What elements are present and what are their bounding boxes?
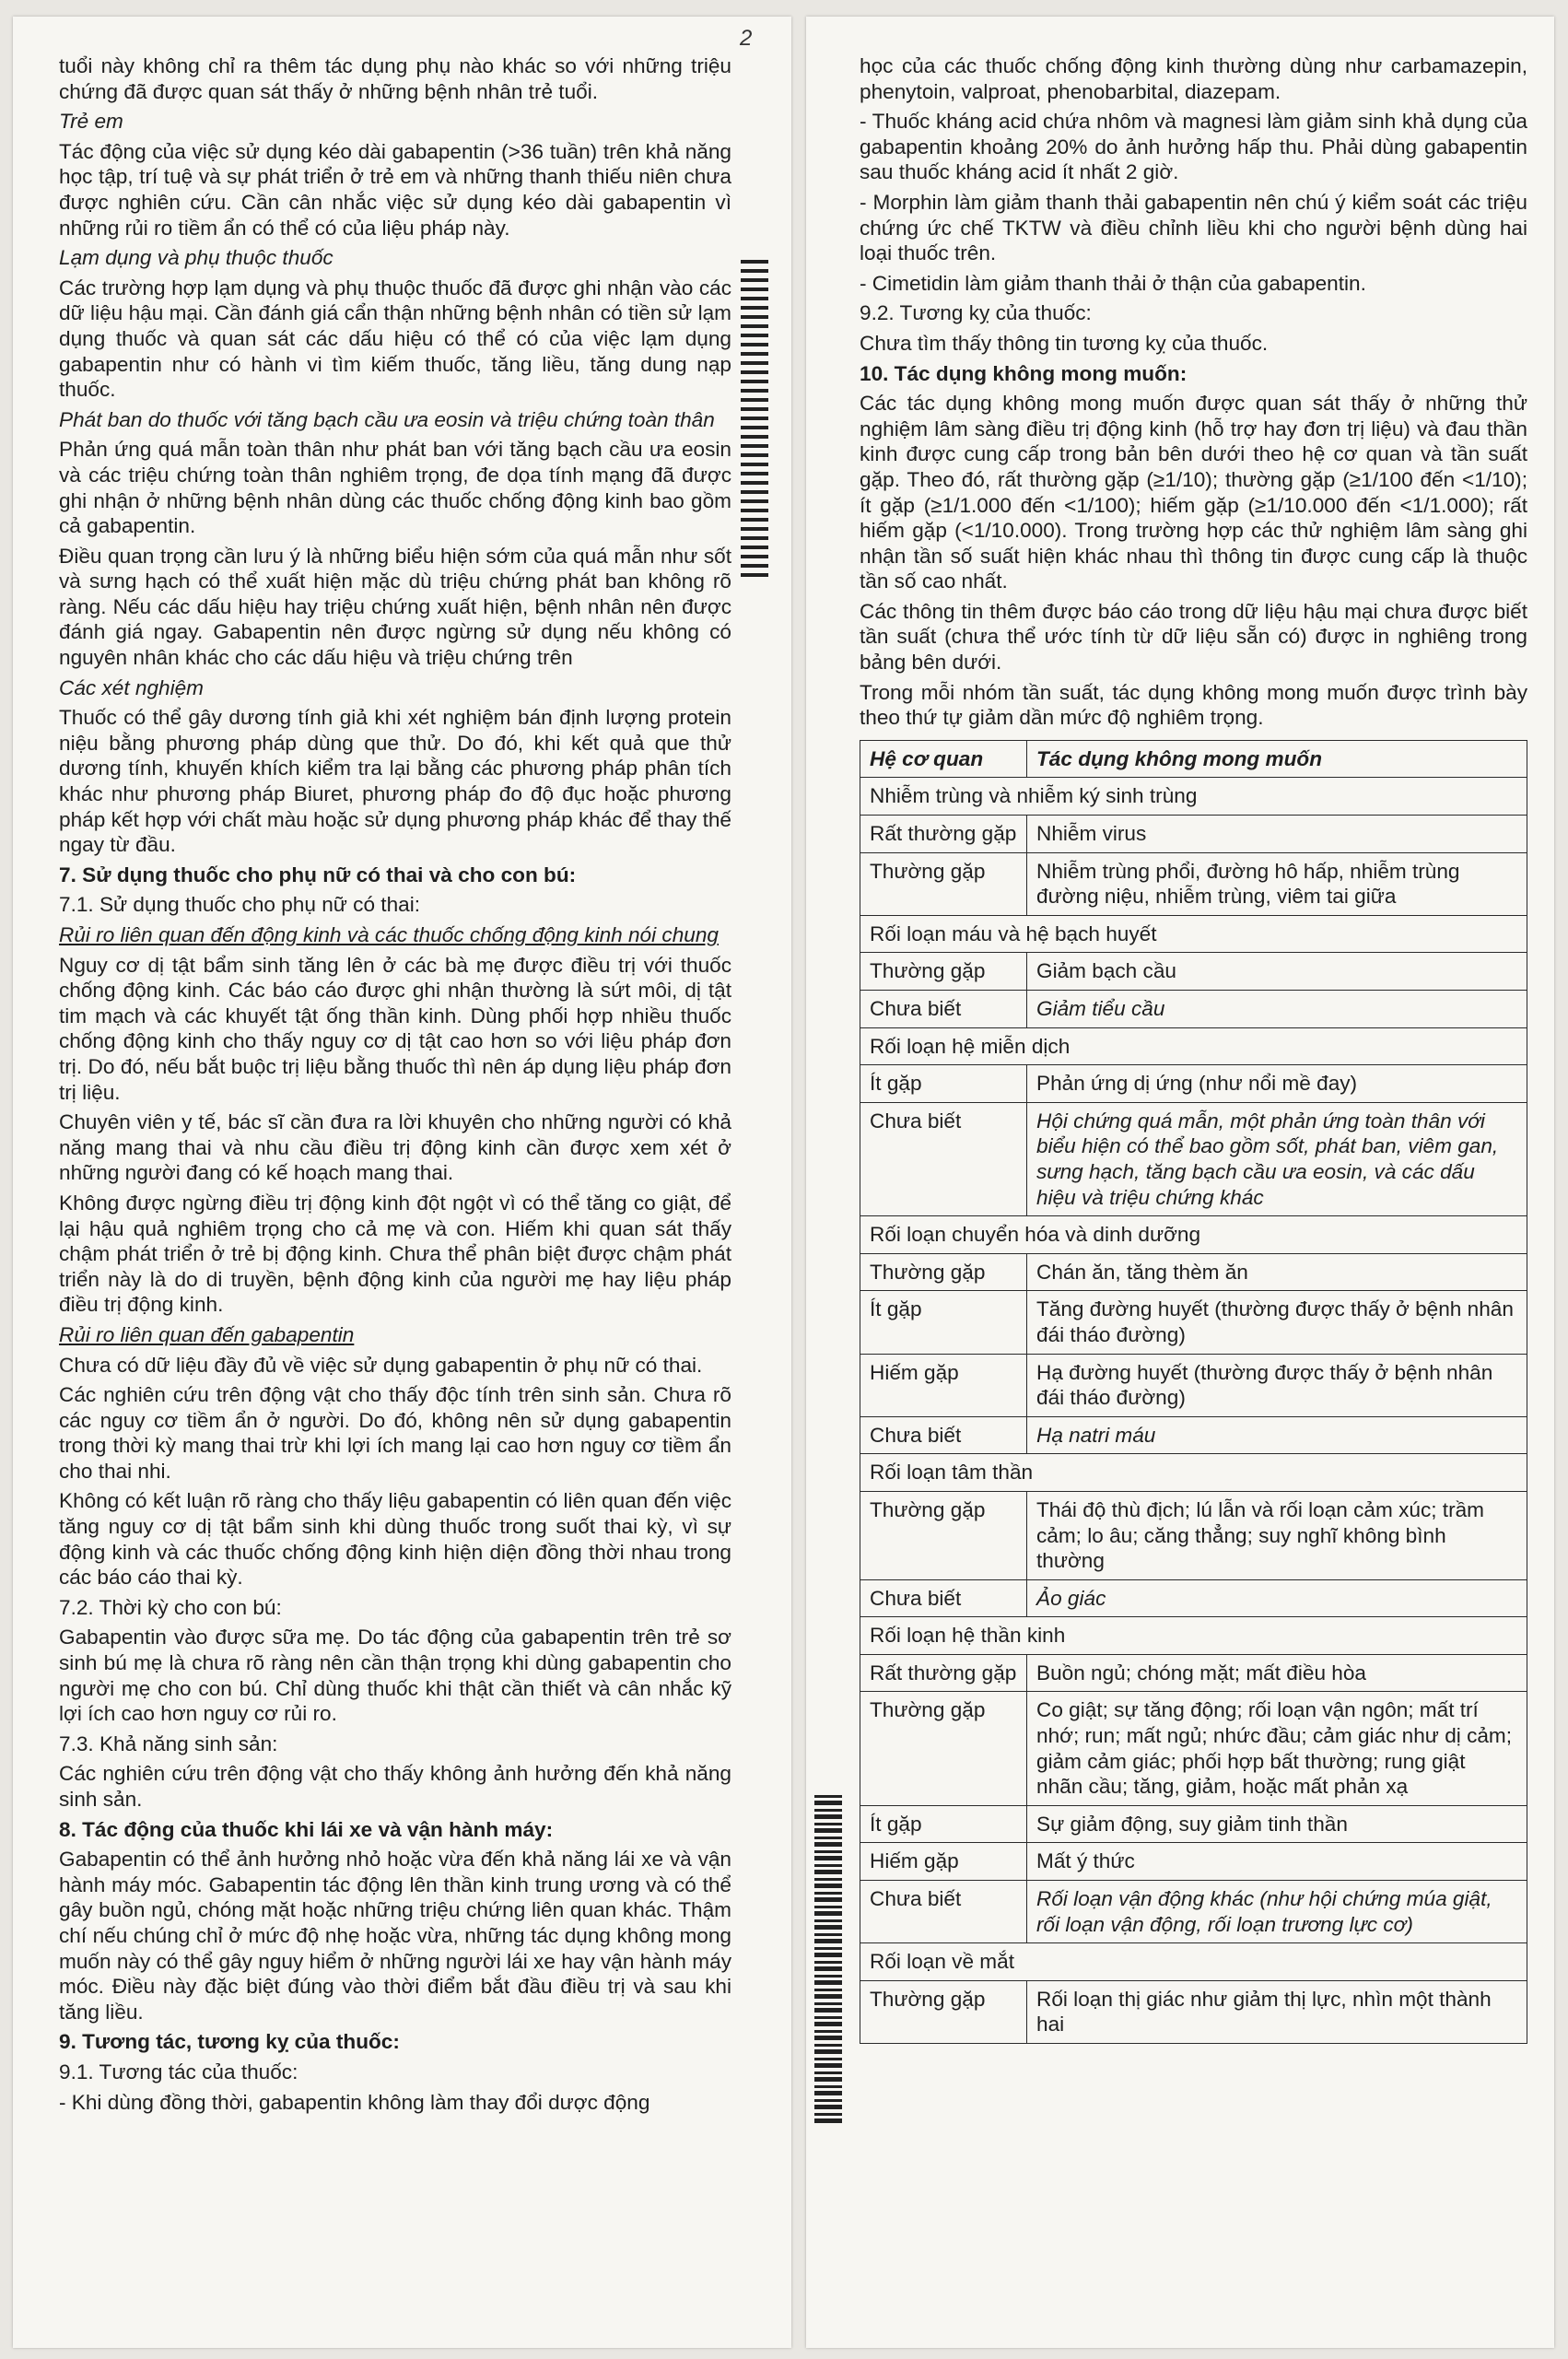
table-row xyxy=(860,852,1527,915)
effect-cell: Hạ đường huyết (thường được thấy ở bệnh nhân đái tháo đường) xyxy=(1027,1354,1527,1416)
left-column-text xyxy=(59,53,731,2119)
subheading: Trẻ em xyxy=(59,110,123,134)
frequency-cell: Chưa biết xyxy=(860,1102,1027,1215)
effect-cell: Thái độ thù địch; lú lẫn và rối loạn cảm xúc; trầm cảm; lo âu; căng thẳng; suy nghĩ không bình thường xyxy=(1027,1491,1527,1579)
paragraph: tuổi này không chỉ ra thêm tác dụng phụ nào khác so với những triệu chứng đã được quan sát thấy ở những bệnh nhân trẻ tuổi. xyxy=(59,54,731,103)
effect-cell: Co giật; sự tăng động; rối loạn vận ngôn; mất trí nhớ; run; mất ngủ; nhức đầu; cảm giác như dị cảm; giảm cảm giác; phối hợp bất thường; rung giật nhãn cầu; tăng, giảm, hoặc mất phản xạ xyxy=(1027,1692,1527,1805)
adverse-effects-table xyxy=(860,740,1527,2044)
paragraph: Các thông tin thêm được báo cáo trong dữ liệu hậu mại chưa được biết tần suất (chưa thể ước tính từ dữ liệu sẵn có) được in nghiêng trong bảng bên dưới. xyxy=(860,599,1527,675)
paragraph: Không được ngừng điều trị động kinh đột ngột vì có thể tăng co giật, để lại hậu quả nghiêm trọng cho cả mẹ và con. Hiếm khi quan sát thấy chậm phát triển ở trẻ bị động kinh. Chưa thể phân biệt được chậm phát triển này là do di truyền, bệnh động kinh của người mẹ hay liệu pháp điều trị động kinh. xyxy=(59,1191,731,1317)
frequency-cell: Ít gặp xyxy=(860,1805,1027,1843)
effect-cell: Phản ứng dị ứng (như nổi mề đay) xyxy=(1027,1065,1527,1103)
frequency-cell: Rất thường gặp xyxy=(860,816,1027,853)
effect-cell: Nhiễm virus xyxy=(1027,816,1527,853)
paragraph: 9.2. Tương kỵ của thuốc: xyxy=(860,301,1092,325)
effect-cell: Ảo giác xyxy=(1027,1579,1527,1617)
table-row xyxy=(860,1805,1527,1843)
page-number-mark: 2 xyxy=(740,26,753,51)
frequency-cell: Rất thường gặp xyxy=(860,1654,1027,1692)
paragraph: Các trường hợp lạm dụng và phụ thuộc thuốc đã được ghi nhận vào các dữ liệu hậu mại. Cần đánh giá cẩn thận những bệnh nhân có tiền sử lạm dụng thuốc và quan sát các dấu hiệu có thể có của việc lạm dụng gabapentin như có hành vi tìm kiếm thuốc, tăng liều, tăng dung nạp thuốc. xyxy=(59,276,731,402)
margin-barcode-top xyxy=(741,260,768,582)
organ-system-group: Nhiễm trùng và nhiễm ký sinh trùng xyxy=(860,778,1527,816)
subheading: Các xét nghiệm xyxy=(59,675,204,699)
paragraph: - Morphin làm giảm thanh thải gabapentin nên chú ý kiểm soát các triệu chứng ức chế TKTW và điều chỉnh liều khi cho người bệnh dùng hai loại thuốc trên. xyxy=(860,190,1527,265)
section-heading: 10. Tác dụng không mong muốn: xyxy=(860,361,1188,385)
table-row xyxy=(860,953,1527,991)
section-heading: 8. Tác động của thuốc khi lái xe và vận hành máy: xyxy=(59,1817,554,1841)
frequency-cell: Hiếm gặp xyxy=(860,1354,1027,1416)
effect-cell: Rối loạn vận động khác (như hội chứng múa giật, rối loạn vận động, rối loạn trương lực cơ) xyxy=(1027,1881,1527,1943)
subheading: Rủi ro liên quan đến gabapentin xyxy=(59,1322,355,1346)
right-column-paragraphs xyxy=(860,53,1527,731)
paragraph: Chưa có dữ liệu đầy đủ về việc sử dụng gabapentin ở phụ nữ có thai. xyxy=(59,1353,703,1377)
table-row xyxy=(860,915,1527,953)
frequency-cell: Thường gặp xyxy=(860,1980,1027,2043)
paragraph: Phản ứng quá mẫn toàn thân như phát ban với tăng bạch cầu ưa eosin và các triệu chứng toàn thân nghiêm trọng, đe dọa tính mạng đã được ghi nhận ở những bệnh nhân dùng các thuốc chống động kinh bao gồm cả gabapentin. xyxy=(59,438,731,538)
paragraph: Thuốc có thể gây dương tính giả khi xét nghiệm bán định lượng protein niệu bằng phương pháp dùng que thử. Do đó, khi kết quả que thử dương tính, khuyến khích kiểm tra lại bằng các phương pháp phân tích khác như phương pháp Biuret, phương pháp đo độ đục hoặc phương pháp kết hợp với chất màu hoặc sử dụng phương pháp khác để thay thế ngay từ đầu. xyxy=(59,706,731,857)
organ-system-group: Rối loạn chuyển hóa và dinh dưỡng xyxy=(860,1216,1527,1254)
paragraph: Các nghiên cứu trên động vật cho thấy độc tính trên sinh sản. Chưa rõ các nguy cơ tiềm ẩn ở người. Do đó, không nên sử dụng gabapentin trong thời kỳ mang thai trừ khi lợi ích mang lại cao hơn nguy cơ tiềm ẩn cho thai nhi. xyxy=(59,1383,731,1483)
frequency-cell: Thường gặp xyxy=(860,1692,1027,1805)
organ-system-group: Rối loạn về mắt xyxy=(860,1943,1527,1981)
paragraph: Gabapentin có thể ảnh hưởng nhỏ hoặc vừa đến khả năng lái xe và vận hành máy móc. Gabapentin tác động lên thần kinh trung ương và có thể gây buồn ngủ, chóng mặt hoặc những triệu chứng liên quan khác. Thậm chí nếu chúng chỉ ở mức độ nhẹ hoặc vừa, những tác dụng không mong muốn này có thể gây nguy hiểm ở những người lái xe hay vận hành máy móc. Điều này đặc biệt đúng vào thời điểm bắt đầu điều trị và sau khi tăng liều. xyxy=(59,1848,731,2024)
table-row xyxy=(860,1980,1527,2043)
frequency-cell: Chưa biết xyxy=(860,991,1027,1028)
frequency-cell: Thường gặp xyxy=(860,1491,1027,1579)
subheading: Rủi ro liên quan đến động kinh và các thuốc chống động kinh nói chung xyxy=(59,923,719,946)
frequency-cell: Chưa biết xyxy=(860,1416,1027,1454)
paragraph: - Khi dùng đồng thời, gabapentin không làm thay đổi dược động xyxy=(59,2090,650,2114)
table-row xyxy=(860,991,1527,1028)
effect-cell: Mất ý thức xyxy=(1027,1843,1527,1881)
table-row xyxy=(860,1253,1527,1291)
paragraph: Các nghiên cứu trên động vật cho thấy không ảnh hưởng đến khả năng sinh sản. xyxy=(59,1762,731,1811)
effect-cell: Rối loạn thị giác như giảm thị lực, nhìn một thành hai xyxy=(1027,1980,1527,2043)
paragraph: Nguy cơ dị tật bẩm sinh tăng lên ở các bà mẹ được điều trị với thuốc chống động kinh. Các báo cáo được ghi nhận thường là sứt môi, dị tật tim mạch và các khuyết tật ống thần kinh. Dùng phối hợp nhiều thuốc chống động kinh cho thấy nguy cơ dị tật cao hơn so với liệu pháp đơn trị. Do đó, nếu bắt buộc trị liệu bằng thuốc thì nên áp dụng liệu pháp đơn trị liệu. xyxy=(59,953,731,1104)
table-row xyxy=(860,1027,1527,1065)
effect-cell: Giảm bạch cầu xyxy=(1027,953,1527,991)
frequency-cell: Chưa biết xyxy=(860,1881,1027,1943)
frequency-cell: Chưa biết xyxy=(860,1579,1027,1617)
subheading: Lạm dụng và phụ thuộc thuốc xyxy=(59,246,333,270)
frequency-cell: Thường gặp xyxy=(860,953,1027,991)
paragraph: Tác động của việc sử dụng kéo dài gabapentin (>36 tuần) trên khả năng học tập, trí tuệ và sự phát triển ở trẻ em và những thanh thiếu niên chưa được nghiên cứu. Cần cân nhắc việc sử dụng kéo dài gabapentin vì những rủi ro tiềm ẩn có thể có của liệu pháp này. xyxy=(59,139,731,240)
table-row xyxy=(860,1065,1527,1103)
table-row xyxy=(860,1617,1527,1655)
table-row xyxy=(860,1416,1527,1454)
table-body xyxy=(860,778,1527,2044)
subheading: Phát ban do thuốc với tăng bạch cầu ưa eosin và triệu chứng toàn thân xyxy=(59,407,715,431)
table-row xyxy=(860,1491,1527,1579)
paragraph: Điều quan trọng cần lưu ý là những biểu hiện sớm của quá mẫn như sốt và sưng hạch có thể xuất hiện mặc dù triệu chứng phát ban không rõ ràng. Nếu các dấu hiệu hay triệu chứng xuất hiện, bệnh nhân nên được đánh giá ngay. Gabapentin nên được ngừng sử dụng nếu không có nguyên nhân khác cho các dấu hiệu và triệu chứng trên xyxy=(59,544,731,670)
right-column-text xyxy=(860,53,1527,2044)
paragraph: Trong mỗi nhóm tần suất, tác dụng không mong muốn được trình bày theo thứ tự giảm dần mức độ nghiêm trọng. xyxy=(860,680,1527,730)
table-row xyxy=(860,1881,1527,1943)
effect-cell: Chán ăn, tăng thèm ăn xyxy=(1027,1253,1527,1291)
organ-system-group: Rối loạn tâm thần xyxy=(860,1454,1527,1492)
effect-cell: Hạ natri máu xyxy=(1027,1416,1527,1454)
effect-cell: Giảm tiểu cầu xyxy=(1027,991,1527,1028)
paragraph: Các tác dụng không mong muốn được quan sát thấy ở những thử nghiệm lâm sàng điều trị động kinh (hỗ trợ hay đơn trị liệu) và đau thần kinh được cung cấp trong bản bên dưới theo hệ cơ quan và tần suất gặp. Theo đó, rất thường gặp (≥1/10); thường gặp (≥1/100 đến <1/10); ít gặp (≥1/1.000 đến <1/100); hiếm gặp (≥1/10.000 đến <1/1.000); rất hiếm gặp (<1/10.000). Trong trường hợp các thử nghiệm lâm sàng ghi nhận tần số suất hiện khác nhau thì thông tin được cung cấp là thuộc tần số cao nhất. xyxy=(860,392,1527,593)
table-row xyxy=(860,778,1527,816)
effect-cell: Nhiễm trùng phổi, đường hô hấp, nhiễm trùng đường niệu, nhiễm trùng, viêm tai giữa xyxy=(1027,852,1527,915)
paragraph: 7.3. Khả năng sinh sản: xyxy=(59,1731,278,1755)
paragraph: Chưa tìm thấy thông tin tương kỵ của thuốc. xyxy=(860,331,1269,355)
table-row xyxy=(860,1943,1527,1981)
effect-cell: Tăng đường huyết (thường được thấy ở bệnh nhân đái tháo đường) xyxy=(1027,1291,1527,1354)
effect-cell: Buồn ngủ; chóng mặt; mất điều hòa xyxy=(1027,1654,1527,1692)
frequency-cell: Ít gặp xyxy=(860,1291,1027,1354)
table-row xyxy=(860,816,1527,853)
frequency-cell: Hiếm gặp xyxy=(860,1843,1027,1881)
paragraph: 9.1. Tương tác của thuốc: xyxy=(59,2060,298,2083)
table-row xyxy=(860,1291,1527,1354)
paragraph: Gabapentin vào được sữa mẹ. Do tác động của gabapentin trên trẻ sơ sinh bú mẹ là chưa rõ ràng nên cần thận trọng khi dùng gabapentin cho người mẹ cho con bú. Chỉ dùng thuốc khi thật cần thiết và cân nhắc kỹ lợi ích cao hơn nguy cơ rủi ro. xyxy=(59,1625,731,1726)
paragraph: 7.2. Thời kỳ cho con bú: xyxy=(59,1595,282,1619)
paragraph: Không có kết luận rõ ràng cho thấy liệu gabapentin có liên quan đến việc tăng nguy cơ dị tật bẩm sinh khi dùng thuốc trong suốt thai kỳ, vì sự động kinh và các thuốc chống động kinh hiện diện đồng thời nhau trong các báo cáo thai kỳ. xyxy=(59,1489,731,1590)
effect-cell: Hội chứng quá mẫn, một phản ứng toàn thân với biểu hiện có thể bao gồm sốt, phát ban, viêm gan, sưng hạch, tăng bạch cầu ưa eosin, và các dấu hiệu và triệu chứng khác xyxy=(1027,1102,1527,1215)
section-heading: 9. Tương tác, tương kỵ của thuốc: xyxy=(59,2030,400,2054)
paragraph: học của các thuốc chống động kinh thường dùng như carbamazepin, phenytoin, valproat, phenobarbital, diazepam. xyxy=(860,54,1527,103)
table-row xyxy=(860,1354,1527,1416)
frequency-cell: Thường gặp xyxy=(860,852,1027,915)
header-organ-system: Hệ cơ quan xyxy=(860,740,1027,778)
organ-system-group: Rối loạn hệ thần kinh xyxy=(860,1617,1527,1655)
header-adverse-effect: Tác dụng không mong muốn xyxy=(1027,740,1527,778)
table-row xyxy=(860,1216,1527,1254)
paragraph: 7.1. Sử dụng thuốc cho phụ nữ có thai: xyxy=(59,893,421,917)
table-row xyxy=(860,1102,1527,1215)
table-row xyxy=(860,1654,1527,1692)
paragraph: - Cimetidin làm giảm thanh thải ở thận của gabapentin. xyxy=(860,271,1366,295)
table-row xyxy=(860,1579,1527,1617)
paragraph: - Thuốc kháng acid chứa nhôm và magnesi làm giảm sinh khả dụng của gabapentin khoảng 20% do ảnh hưởng hấp thu. Phải dùng gabapentin sau thuốc kháng acid ít nhất 2 giờ. xyxy=(860,110,1527,184)
effect-cell: Sự giảm động, suy giảm tinh thần xyxy=(1027,1805,1527,1843)
frequency-cell: Ít gặp xyxy=(860,1065,1027,1103)
table-row xyxy=(860,1692,1527,1805)
organ-system-group: Rối loạn hệ miễn dịch xyxy=(860,1027,1527,1065)
paragraph: Chuyên viên y tế, bác sĩ cần đưa ra lời khuyên cho những người có khả năng mang thai và nhu cầu điều trị động kinh cần được xem xét ở những người đang có kế hoạch mang thai. xyxy=(59,1110,731,1185)
organ-system-group: Rối loạn máu và hệ bạch huyết xyxy=(860,915,1527,953)
section-heading: 7. Sử dụng thuốc cho phụ nữ có thai và cho con bú: xyxy=(59,863,577,886)
margin-barcode-bottom xyxy=(814,1795,842,2127)
frequency-cell: Thường gặp xyxy=(860,1253,1027,1291)
table-row xyxy=(860,1454,1527,1492)
table-header-row xyxy=(860,740,1527,778)
table-row xyxy=(860,1843,1527,1881)
